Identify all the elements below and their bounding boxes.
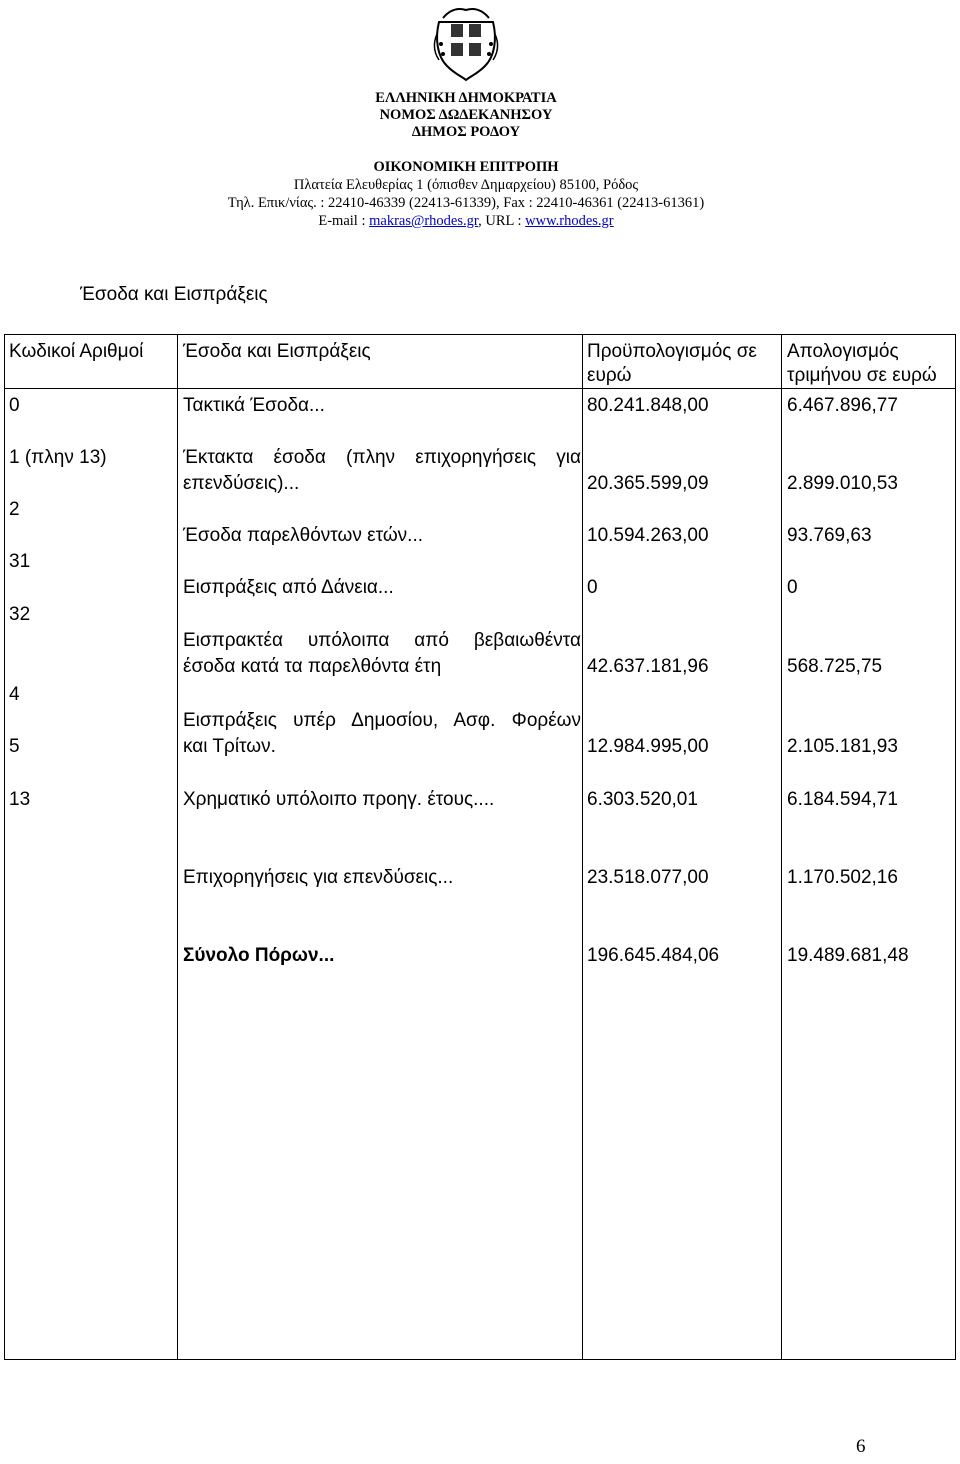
label-receivables-line1: Εισπρακτέα υπόλοιπα από βεβαιωθέντα (183, 630, 581, 651)
code-4: 4 (9, 684, 20, 705)
greek-coat-of-arms-emblem (433, 4, 499, 82)
actual-public-funds: 2.105.181,93 (787, 736, 898, 757)
header-prefecture: ΝΟΜΟΣ ΔΩΔΕΚΑΝΗΣΟΥ (379, 107, 553, 123)
header-contact (0, 213, 932, 230)
actual-prior-years: 93.769,63 (787, 525, 872, 546)
header-codes: Κωδικοί Αριθμοί (9, 341, 144, 362)
header-actual-line2: τριμήνου σε ευρώ (787, 365, 937, 386)
budget-balance: 6.303.520,01 (587, 789, 698, 810)
code-balance: 13 (9, 789, 31, 810)
code-prior-years: 2 (9, 499, 20, 520)
actual-regular: 6.467.896,77 (787, 395, 898, 416)
budget-public-funds: 12.984.995,00 (587, 736, 709, 757)
header-items: Έσοδα και Εισπράξεις (183, 341, 371, 362)
actual-receivables: 568.725,75 (787, 656, 883, 677)
column-divider (177, 335, 178, 1359)
budget-extraordinary: 20.365.599,09 (587, 473, 709, 494)
label-extraordinary-line1: Έκτακτα έσοδα (πλην επιχορηγήσεις για (183, 447, 581, 468)
budget-total: 196.645.484,06 (587, 945, 720, 966)
header-phone: Τηλ. Επικ/νίας. : 22410-46339 (22413-61339), Fax : 22410-46361 (22413-61361) (227, 195, 705, 211)
code-regular: 0 (9, 395, 20, 416)
column-divider (582, 335, 583, 1359)
page-number: 6 (856, 1436, 866, 1457)
budget-receivables: 42.637.181,96 (587, 656, 709, 677)
budget-loans: 0 (587, 577, 598, 598)
label-balance: Χρηματικό υπόλοιπο προηγ. έτους.... (183, 789, 495, 810)
label-prior-years: Έσοδα παρελθόντων ετών... (183, 525, 423, 546)
header-budget-line1: Προϋπολογισμός σε (587, 341, 757, 362)
label-public-funds-line1: Εισπράξεις υπέρ Δημοσίου, Ασφ. Φορέων (183, 710, 581, 731)
header-address: Πλατεία Ελευθερίας 1 (όπισθεν Δημαρχείου) 85100, Ρόδος (293, 177, 639, 193)
header-budget (587, 340, 757, 388)
actual-total: 19.489.681,48 (787, 945, 909, 966)
email-label: E-mail : (318, 213, 370, 229)
header-divider (5, 388, 955, 389)
actual-extraordinary: 2.899.010,53 (787, 473, 898, 494)
header-municipality: ΔΗΜΟΣ ΡΟΔΟΥ (411, 124, 521, 140)
actual-grants: 1.170.502,16 (787, 867, 898, 888)
label-grants: Επιχορηγήσεις για επενδύσεις... (183, 867, 454, 888)
actual-loans: 0 (787, 577, 798, 598)
label-receivables-line2: έσοδα κατά τα παρελθόντα έτη (183, 656, 442, 677)
section-title: Έσοδα και Εισπράξεις (80, 284, 268, 305)
actual-balance: 6.184.594,71 (787, 789, 898, 810)
label-regular: Τακτικά Έσοδα... (183, 395, 325, 416)
revenue-table (4, 334, 956, 1360)
code-loans: 31 (9, 551, 31, 572)
code-receivables: 32 (9, 604, 31, 625)
email-link[interactable]: makras@rhodes.gr (369, 213, 479, 229)
label-public-funds-line2: και Τρίτων. (183, 736, 276, 757)
label-extraordinary-line2: επενδύσεις)... (183, 473, 300, 494)
header-actual (787, 340, 937, 388)
header-committee: ΟΙΚΟΝΟΜΙΚΗ ΕΠΙΤΡΟΠΗ (373, 159, 559, 175)
label-loans: Εισπράξεις από Δάνεια... (183, 577, 394, 598)
column-divider (781, 335, 782, 1359)
code-5: 5 (9, 736, 20, 757)
url-label: , URL : (478, 213, 526, 229)
header-budget-line2: ευρώ (587, 365, 632, 386)
code-extraordinary: 1 (πλην 13) (9, 447, 107, 468)
website-link[interactable]: www.rhodes.gr (525, 213, 614, 229)
header-country: ΕΛΛΗΝΙΚΗ ΔΗΜΟΚΡΑΤΙΑ (375, 90, 557, 106)
budget-prior-years: 10.594.263,00 (587, 525, 709, 546)
header-actual-line1: Απολογισμός (787, 341, 899, 362)
budget-grants: 23.518.077,00 (587, 867, 709, 888)
label-total: Σύνολο Πόρων... (183, 945, 335, 966)
budget-regular: 80.241.848,00 (587, 395, 709, 416)
